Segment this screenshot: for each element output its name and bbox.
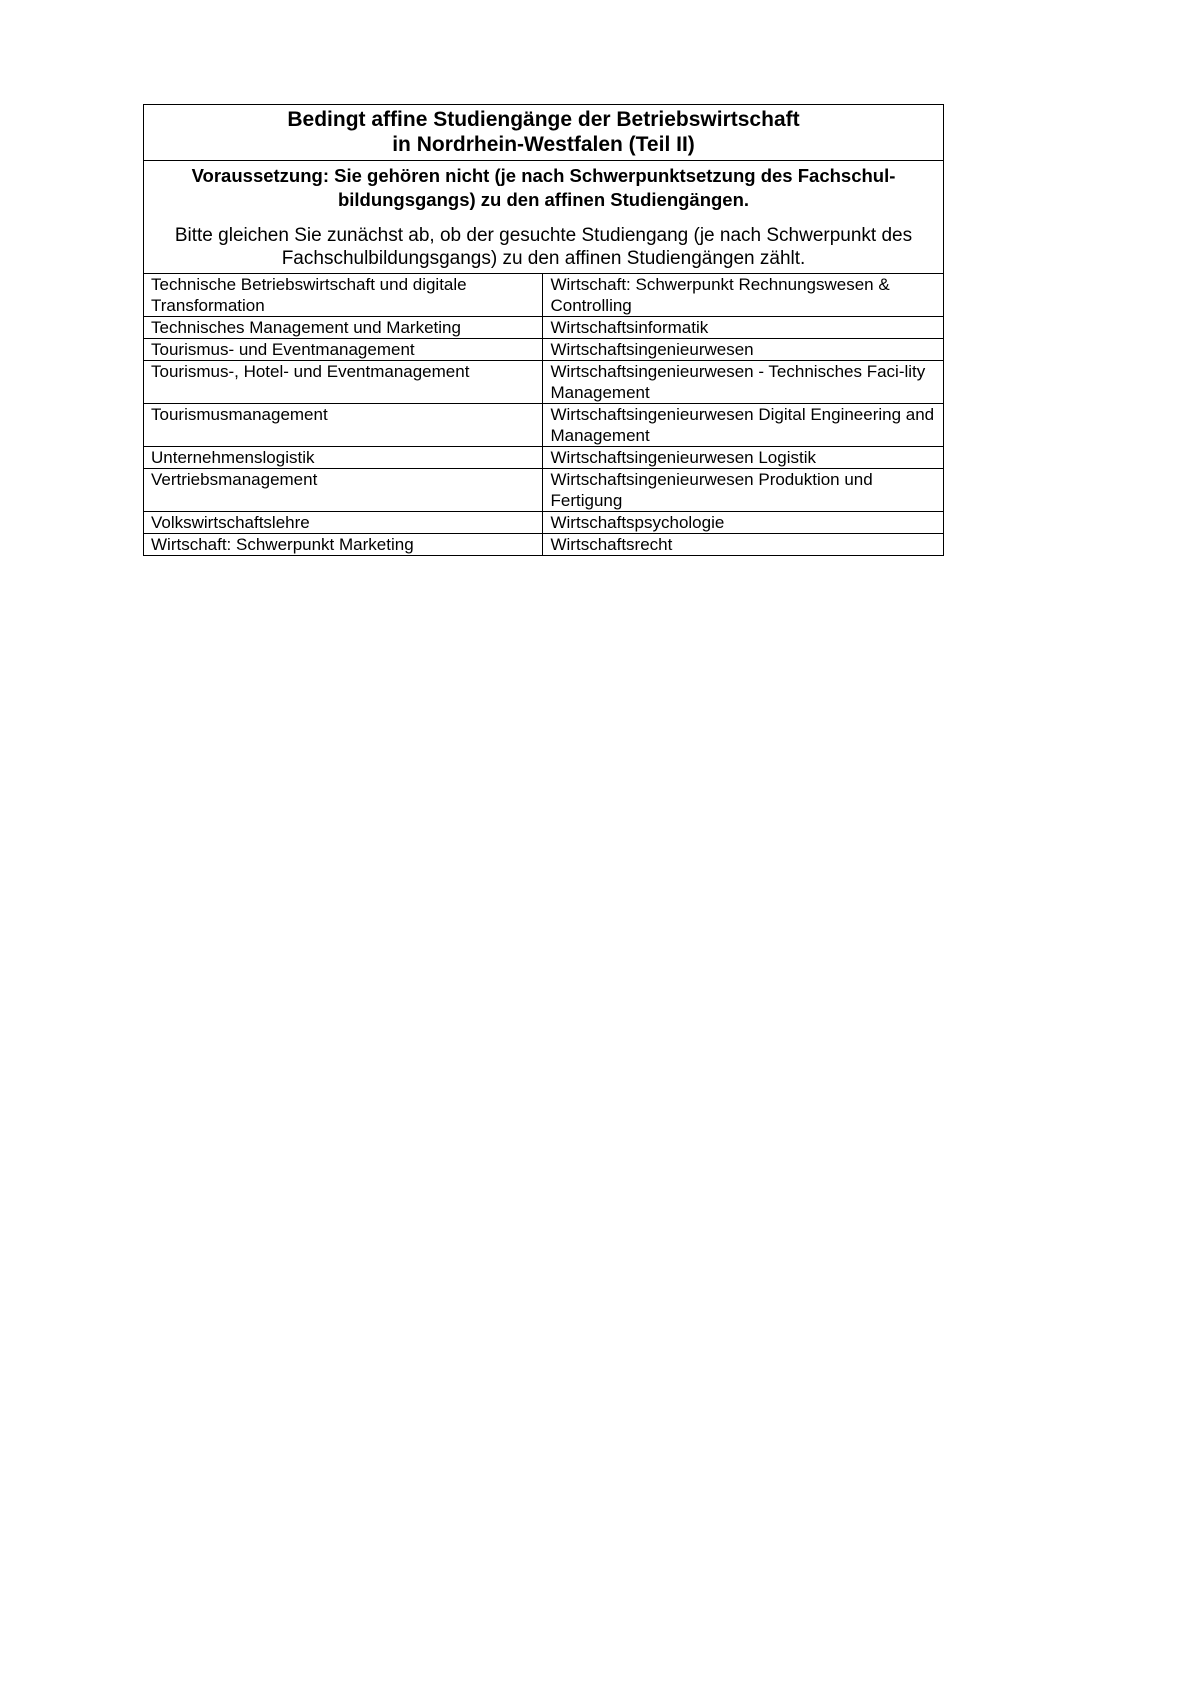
table-row <box>144 274 944 317</box>
table-cell-left: Tourismusmanagement <box>144 404 543 447</box>
table-cell-right: Wirtschaftsingenieurwesen <box>543 339 944 361</box>
table-cell-right: Wirtschaftsingenieurwesen - Technisches Faci-lity Management <box>543 361 944 404</box>
table-cell-right: Wirtschaftsingenieurwesen Digital Engineering and Management <box>543 404 944 447</box>
table-cell-left: Unternehmenslogistik <box>144 447 543 469</box>
table-cell-right: Wirtschaftsingenieurwesen Logistik <box>543 447 944 469</box>
table-cell-left: Vertriebsmanagement <box>144 469 543 512</box>
table-row <box>144 317 944 339</box>
table-row <box>144 469 944 512</box>
table-cell-left: Wirtschaft: Schwerpunkt Marketing <box>144 534 543 556</box>
table-row <box>144 534 944 556</box>
table-cell-right: Wirtschaftspsychologie <box>543 512 944 534</box>
table-cell-left: Tourismus- und Eventmanagement <box>144 339 543 361</box>
table-cell-right: Wirtschaftsrecht <box>543 534 944 556</box>
table-title-line-2: in Nordrhein-Westfalen (Teil II) <box>392 133 695 156</box>
table-cell-left: Volkswirtschaftslehre <box>144 512 543 534</box>
table-row <box>144 404 944 447</box>
condition-cell <box>144 161 944 274</box>
table-title-row <box>144 105 944 161</box>
condition-heading: Voraussetzung: Sie gehören nicht (je nach Schwerpunktsetzung des Fachschul-bildungsgangs) zu den affinen Studiengängen. <box>191 165 896 210</box>
table-row <box>144 339 944 361</box>
table-cell-left: Technisches Management und Marketing <box>144 317 543 339</box>
table-cell-left: Tourismus-, Hotel- und Eventmanagement <box>144 361 543 404</box>
table-cell-right: Wirtschaft: Schwerpunkt Rechnungswesen & Controlling <box>543 274 944 317</box>
table-cell-right: Wirtschaftsingenieurwesen Produktion und Fertigung <box>543 469 944 512</box>
table-title <box>144 105 944 161</box>
table-rows <box>144 274 944 556</box>
condition-row <box>144 161 944 274</box>
studiengaenge-table <box>143 104 944 556</box>
condition-instruction: Bitte gleichen Sie zunächst ab, ob der gesuchte Studiengang (je nach Schwerpunkt des Fachschulbildungsgangs) zu den affinen Studiengängen zählt. <box>174 225 913 269</box>
table-row <box>144 447 944 469</box>
table-cell-right: Wirtschaftsinformatik <box>543 317 944 339</box>
table-cell-left: Technische Betriebswirtschaft und digitale Transformation <box>144 274 543 317</box>
table-row <box>144 512 944 534</box>
table-row <box>144 361 944 404</box>
table-title-line-1: Bedingt affine Studiengänge der Betriebswirtschaft <box>287 108 800 131</box>
